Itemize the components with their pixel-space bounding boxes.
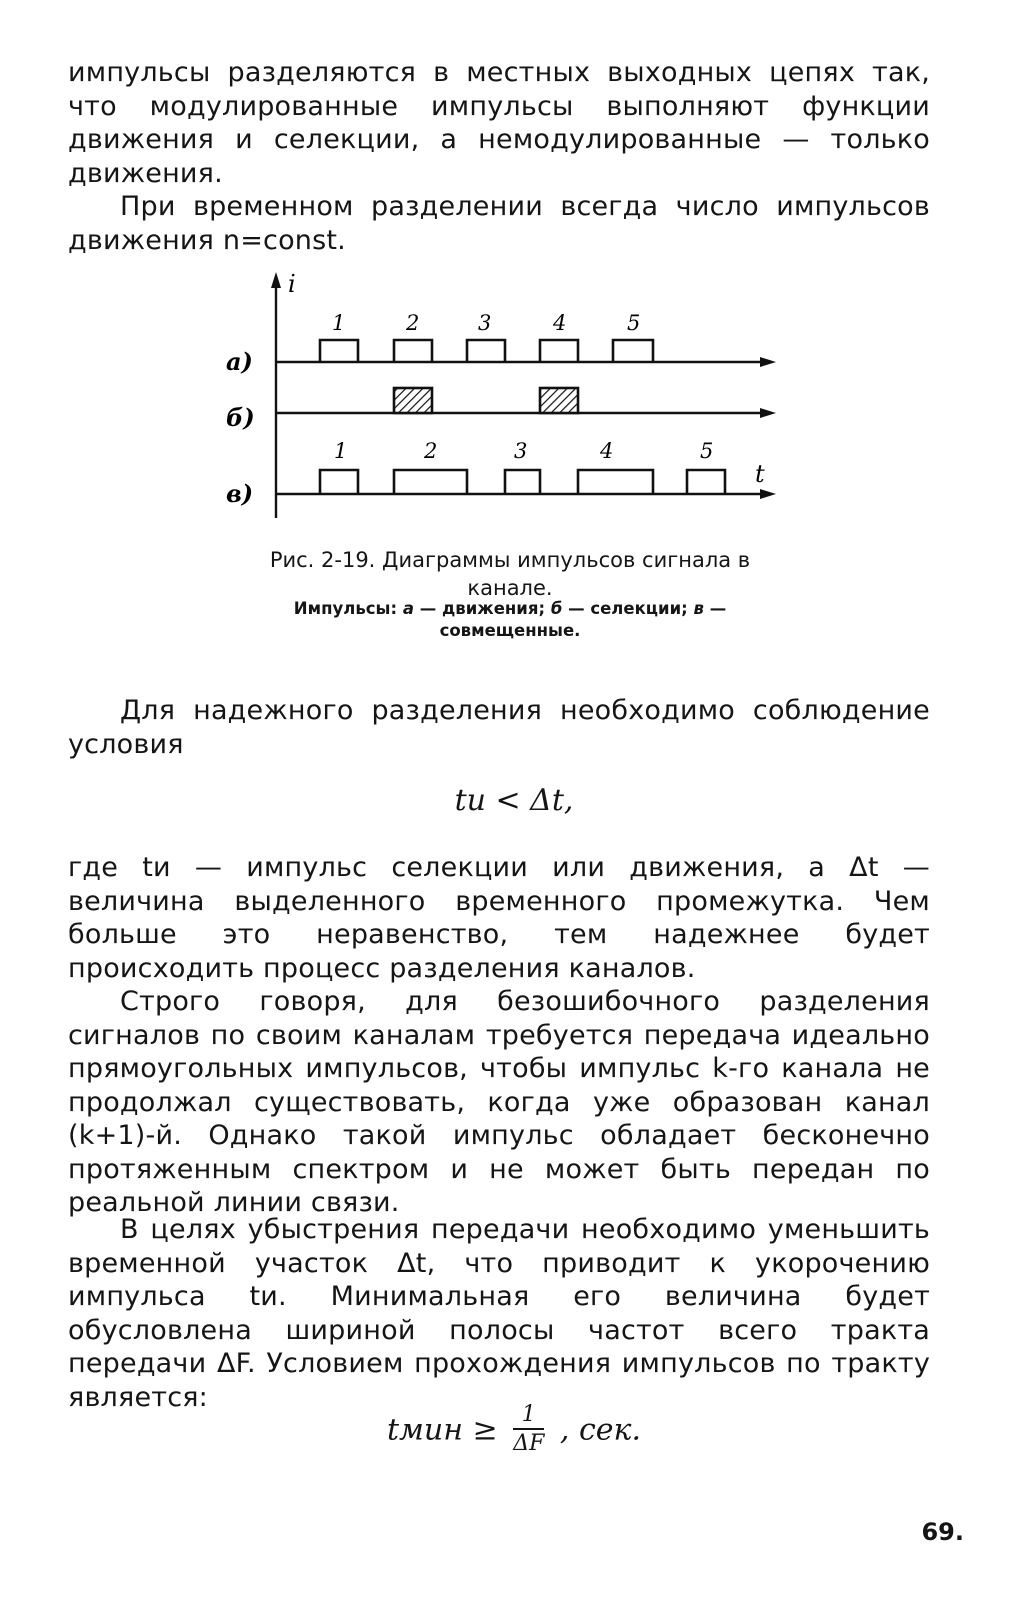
- row-c-pulses: [320, 470, 725, 494]
- row-a-pulse: [613, 340, 653, 362]
- row-a-pulse: [394, 340, 432, 362]
- row-c-pulse-label: 1: [334, 439, 348, 463]
- row-a-pulse-label: 4: [553, 311, 567, 335]
- row-a-pulse: [467, 340, 505, 362]
- row-c-pulse-label: 2: [424, 439, 438, 463]
- fraction-numerator: 1: [513, 1402, 544, 1430]
- legend-c-text: — совмещенные.: [439, 599, 727, 640]
- legend-c-key: в: [693, 599, 704, 618]
- row-a-pulse: [540, 340, 578, 362]
- row-c-pulse: [578, 470, 653, 494]
- fraction-denominator: ΔF: [513, 1431, 545, 1456]
- row-c-pulse-label: 5: [700, 439, 714, 463]
- row-a-pulses: [320, 340, 653, 362]
- min-duration-formula: [0, 1402, 1028, 1458]
- row-c-label: в): [226, 479, 254, 508]
- row-c-pulse: [687, 470, 725, 494]
- pulse-diagram-figure: [220, 268, 800, 528]
- paragraph-continuation: импульсы разделяются в местных выходных цепях так, что модулированные импульсы выполняют функции движения и селекции, а немодулированные — только движения.: [68, 57, 930, 189]
- row-b-label: б): [226, 403, 255, 432]
- formula-lhs: tмин ≥: [386, 1412, 498, 1448]
- row-c-pulse-label: 3: [514, 439, 528, 463]
- row-b-arrow: [760, 408, 776, 418]
- row-a-pulse-label: 2: [406, 311, 420, 335]
- row-a-pulse-label: 1: [332, 311, 346, 335]
- i-axis-label: i: [288, 270, 296, 298]
- paragraph-strictly: Строго говоря, для безошибочного разделения сигналов по своим каналам требуется передача идеально прямоугольных импульсов, чтобы импульс k-го канала не продолжал существовать, когда уже образован канал (k+1)-й. Однако такой импульс обладает бесконечно протяженным спектром и не может быть передан по реальной линии связи.: [68, 986, 930, 1218]
- legend-prefix: Импульсы:: [293, 599, 398, 618]
- row-c-pulse: [505, 470, 540, 494]
- row-b-selection-pulse: [394, 388, 432, 413]
- row-c-pulse: [394, 470, 467, 494]
- row-c-pulse-label: 4: [600, 439, 614, 463]
- row-a-pulse-label: 3: [478, 311, 492, 335]
- i-axis-arrow: [271, 272, 281, 288]
- row-a-pulse: [320, 340, 358, 362]
- row-a-arrow: [760, 357, 776, 367]
- paragraph-where: где tи — импульс селекции или движения, а Δt — величина выделенного временного промежутка. Чем больше это неравенство, тем надежнее будет происходить процесс разделения каналов.: [68, 852, 930, 984]
- legend-b-key: б: [550, 599, 563, 618]
- formula-fraction: [513, 1402, 544, 1458]
- formula-unit: , сек.: [559, 1412, 642, 1448]
- legend-a-text: — движения;: [419, 599, 546, 618]
- row-b-selection-pulse: [540, 388, 578, 413]
- row-c-pulse: [320, 470, 358, 494]
- figure-caption: Рис. 2-19. Диаграммы импульсов сигнала в канале.: [269, 548, 751, 600]
- legend-a-key: а: [402, 599, 414, 618]
- paragraph-time-division: При временном разделении всегда число импульсов движения n=const.: [68, 191, 930, 256]
- inequality-formula: tи < Δt,: [454, 783, 574, 818]
- legend-b-text: — селекции;: [568, 599, 688, 618]
- row-c-arrow: [760, 489, 776, 499]
- t-axis-label: t: [755, 460, 765, 488]
- page-number: 69.: [921, 1518, 964, 1546]
- row-a-pulse-label: 5: [627, 311, 641, 335]
- paragraph-condition: Для надежного разделения необходимо соблюдение условия: [68, 695, 930, 760]
- figure-legend: [230, 598, 790, 642]
- paragraph-speedup: В целях убыстрения передачи необходимо уменьшить временной участок Δt, что приводит к укорочению импульса tи. Минимальная его величина будет обусловлена шириной полосы частот всего тракта передачи ΔF. Условием прохождения импульсов по тракту является:: [68, 1214, 930, 1413]
- row-a-label: а): [226, 347, 253, 376]
